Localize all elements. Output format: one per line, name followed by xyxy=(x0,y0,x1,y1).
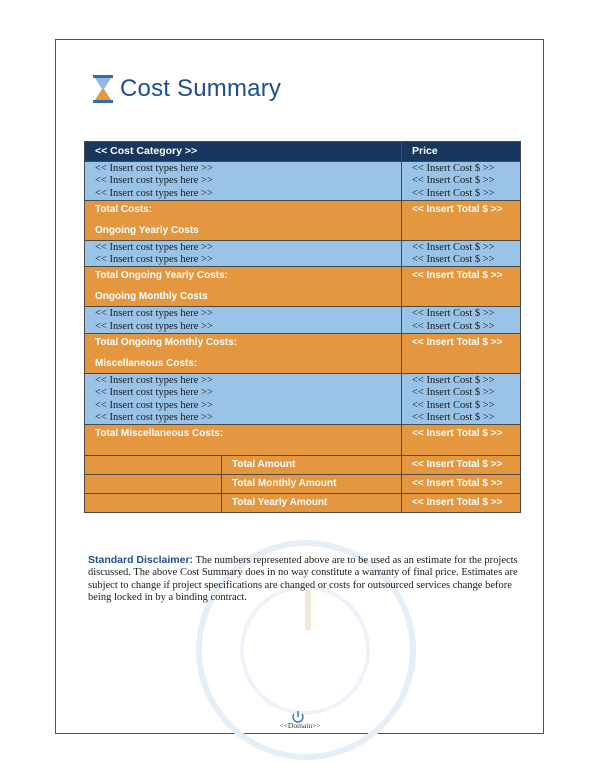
column-header-category: << Cost Category >> xyxy=(85,142,402,162)
section-total-label: Total Miscellaneous Costs: xyxy=(95,428,224,440)
summary-row xyxy=(85,475,521,494)
summary-row xyxy=(85,494,521,513)
document-header xyxy=(92,72,281,106)
footer-domain: <<Domain>> xyxy=(279,721,321,730)
summary-spacer-cell xyxy=(85,456,222,475)
cost-value-line: << Insert Cost $ >> xyxy=(412,163,495,174)
disclaimer-text: The numbers represented above are to be used as an estimate for the projects discussed. The above Cost Summary does in no way constitute a warranty of final price. Estimates are subject to change if project specifications are changed or costs for outsourced services change before being locked in by a binding contract. xyxy=(88,555,518,603)
cost-type-line: << Insert cost types here >> xyxy=(95,387,213,399)
section-total-value: << Insert Total $ >> xyxy=(412,337,503,349)
cost-value-line: << Insert Cost $ >> xyxy=(412,175,495,187)
cost-type-line: << Insert cost types here >> xyxy=(95,399,213,411)
section-total-value-cell xyxy=(402,267,521,307)
cost-value-line: << Insert Cost $ >> xyxy=(412,254,495,266)
summary-spacer-cell xyxy=(85,494,222,513)
column-header-price: Price xyxy=(402,142,521,162)
section-total-value: << Insert Total $ >> xyxy=(412,428,503,440)
table-header-row xyxy=(85,142,521,162)
cost-value-line: << Insert Cost $ >> xyxy=(412,320,495,332)
cost-type-line: << Insert cost types here >> xyxy=(95,175,213,187)
cost-values-cell xyxy=(402,240,521,267)
cost-values-cell xyxy=(402,374,521,425)
disclaimer xyxy=(88,554,520,604)
cost-items-row xyxy=(85,374,521,425)
section-total-label: Total Costs: xyxy=(95,203,153,215)
summary-label: Total Amount xyxy=(222,456,402,475)
cost-items-row xyxy=(85,162,521,201)
summary-value: << Insert Total $ >> xyxy=(402,475,521,494)
cost-types-cell xyxy=(85,240,402,267)
section-heading: Ongoing Monthly Costs xyxy=(95,291,208,303)
section-total-cell xyxy=(85,334,402,374)
cost-items-row xyxy=(85,240,521,267)
section-total-cell xyxy=(85,200,402,240)
section-total-value-cell xyxy=(402,200,521,240)
section-total-row xyxy=(85,334,521,374)
cost-values-cell xyxy=(402,162,521,201)
section-total-row xyxy=(85,425,521,456)
summary-label: Total Monthly Amount xyxy=(222,475,402,494)
cost-values-cell xyxy=(402,307,521,334)
section-total-value: << Insert Total $ >> xyxy=(412,203,503,215)
summary-value: << Insert Total $ >> xyxy=(402,456,521,475)
cost-summary-table xyxy=(84,141,521,513)
section-total-value: << Insert Total $ >> xyxy=(412,270,503,282)
cost-value-line: << Insert Cost $ >> xyxy=(412,241,495,253)
summary-row xyxy=(85,456,521,475)
cost-types-cell xyxy=(85,162,402,201)
cost-value-line: << Insert Cost $ >> xyxy=(412,387,495,399)
hourglass-icon xyxy=(92,74,114,104)
cost-type-line: << Insert cost types here >> xyxy=(95,320,213,332)
cost-types-cell xyxy=(85,374,402,425)
section-total-row xyxy=(85,200,521,240)
cost-type-line: << Insert cost types here >> xyxy=(95,163,213,174)
cost-value-line: << Insert Cost $ >> xyxy=(412,308,495,320)
summary-spacer-cell xyxy=(85,475,222,494)
section-heading: Miscellaneous Costs: xyxy=(95,358,198,370)
disclaimer-label: Standard Disclaimer: xyxy=(88,554,194,566)
section-total-value-cell xyxy=(402,334,521,374)
section-heading: Ongoing Yearly Costs xyxy=(95,224,199,236)
cost-value-line: << Insert Cost $ >> xyxy=(412,375,495,387)
cost-type-line: << Insert cost types here >> xyxy=(95,187,213,199)
section-total-label: Total Ongoing Monthly Costs: xyxy=(95,337,238,349)
cost-type-line: << Insert cost types here >> xyxy=(95,254,213,266)
summary-value: << Insert Total $ >> xyxy=(402,494,521,513)
cost-type-line: << Insert cost types here >> xyxy=(95,375,213,387)
cost-type-line: << Insert cost types here >> xyxy=(95,411,213,423)
section-spacer xyxy=(95,448,401,455)
summary-label: Total Yearly Amount xyxy=(222,494,402,513)
cost-value-line: << Insert Cost $ >> xyxy=(412,187,495,199)
cost-items-row xyxy=(85,307,521,334)
page-title: Cost Summary xyxy=(120,75,282,102)
cost-value-line: << Insert Cost $ >> xyxy=(412,399,495,411)
section-total-cell xyxy=(85,425,402,456)
cost-type-line: << Insert cost types here >> xyxy=(95,241,213,253)
section-total-cell xyxy=(85,267,402,307)
section-total-value-cell xyxy=(402,425,521,456)
cost-type-line: << Insert cost types here >> xyxy=(95,308,213,320)
section-total-label: Total Ongoing Yearly Costs: xyxy=(95,270,228,282)
cost-value-line: << Insert Cost $ >> xyxy=(412,411,495,423)
cost-types-cell xyxy=(85,307,402,334)
section-total-row xyxy=(85,267,521,307)
